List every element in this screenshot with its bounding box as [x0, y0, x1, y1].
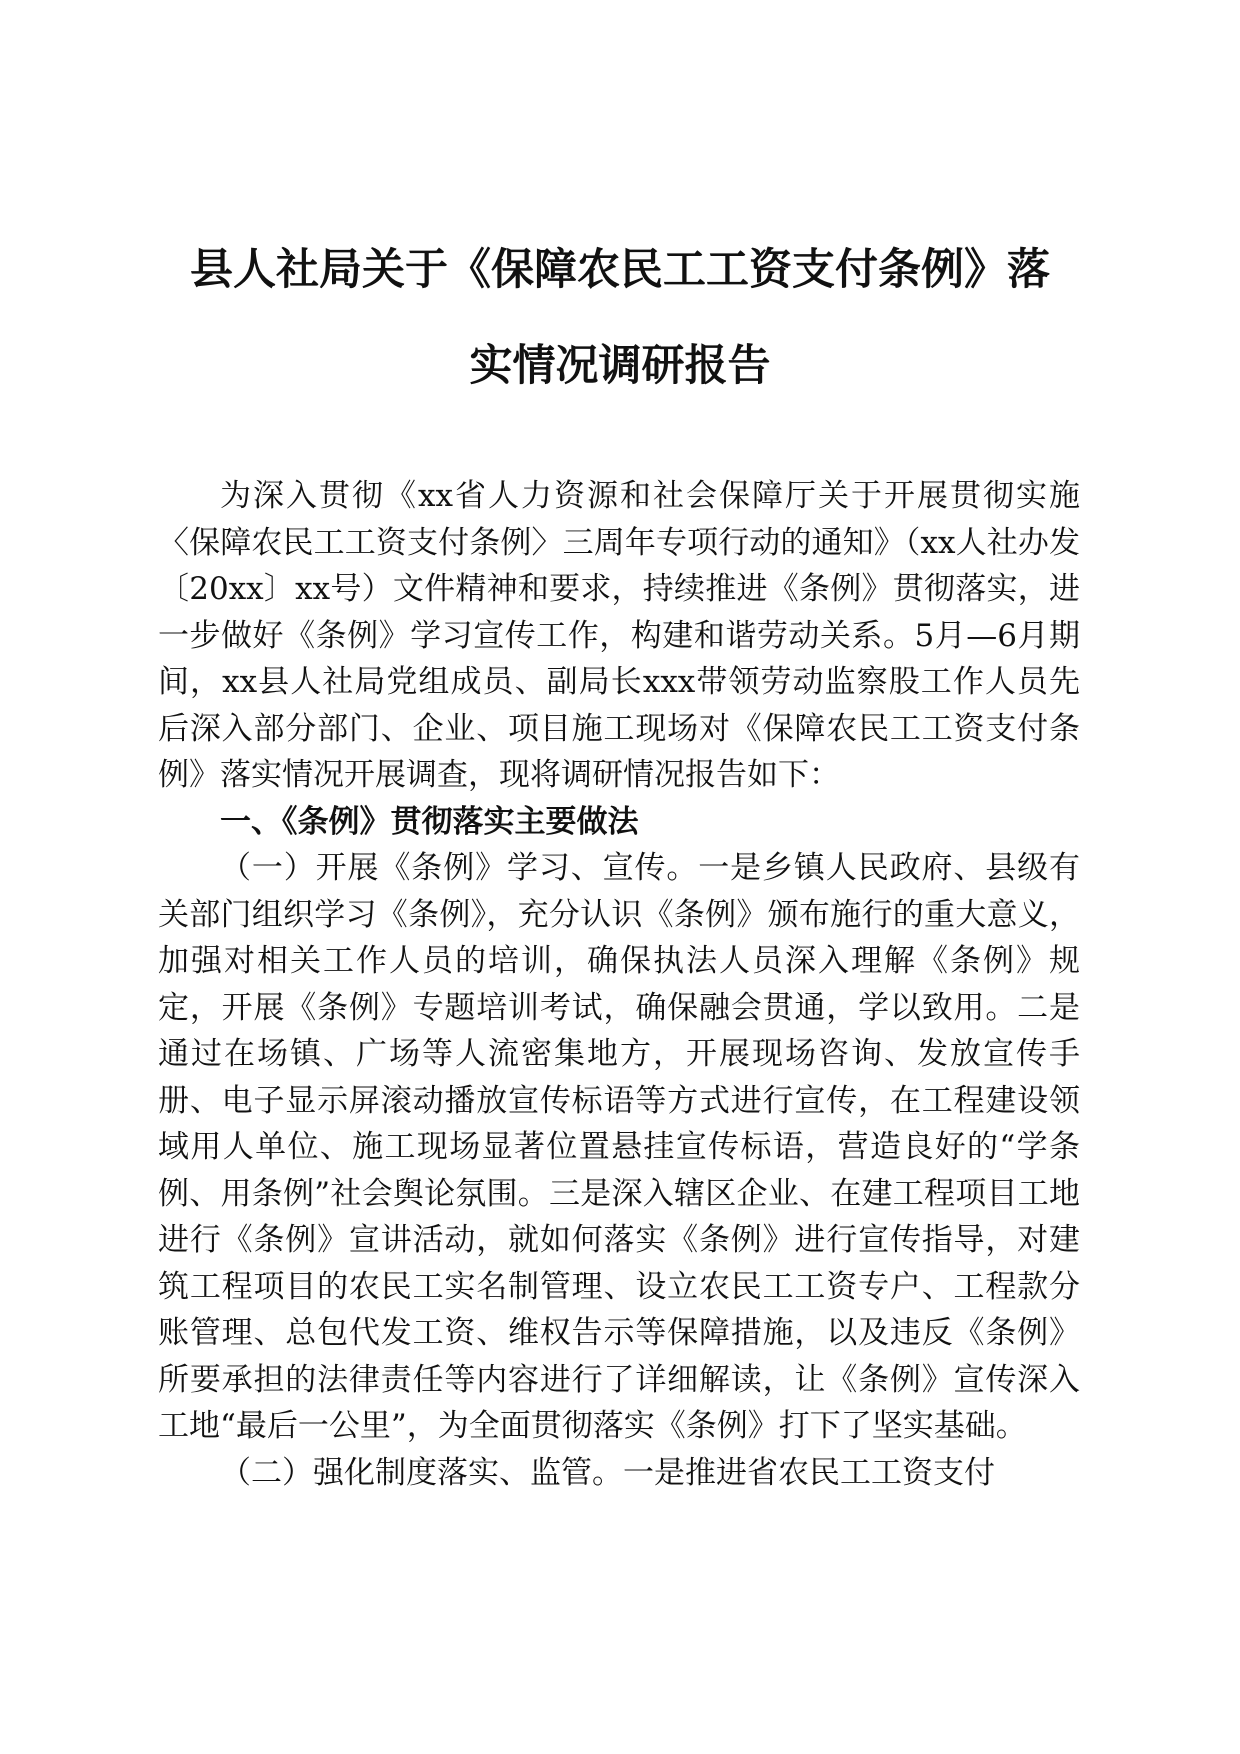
section-heading-1: 一、《条例》贯彻落实主要做法	[220, 803, 639, 840]
intro-paragraph: 为深入贯彻《xx省人力资源和社会保障厅关于开展贯彻实施〈保障农民工工资支付条例〉三周年专项行动的通知》（xx人社办发〔20xx〕xx号）文件精神和要求，持续推进《条例》贯彻落实，进一步做好《条例》学习宣传工作，构建和谐劳动关系。5月—6月期间，xx县人社局党组成员、副局长xxx带领劳动监察股工作人员先后深入部分部门、企业、项目施工现场对《保障农民工工资支付条例》落实情况开展调查，现将调研情况报告如下：	[158, 478, 1080, 793]
subsection-paragraph-2: （二）强化制度落实、监管。一是推进省农民工工资支付	[220, 1454, 995, 1491]
subsection-paragraph-1: （一）开展《条例》学习、宣传。一是乡镇人民政府、县级有关部门组织学习《条例》，充分认识《条例》颁布施行的重大意义，加强对相关工作人员的培训，确保执法人员深入理解《条例》规定，开展《条例》专题培训考试，确保融会贯通，学以致用。二是通过在场镇、广场等人流密集地方，开展现场咨询、发放宣传手册、电子显示屏滚动播放宣传标语等方式进行宣传，在工程建设领域用人单位、施工现场显著位置悬挂宣传标语，营造良好的“学条例、用条例”社会舆论氛围。三是深入辖区企业、在建工程项目工地进行《条例》宣讲活动，就如何落实《条例》进行宣传指导，对建筑工程项目的农民工实名制管理、设立农民工工资专户、工程款分账管理、总包代发工资、维权告示等保障措施，以及违反《条例》所要承担的法律责任等内容进行了详细解读，让《条例》宣传深入工地“最后一公里”，为全面贯彻落实《条例》打下了坚实基础。	[158, 850, 1080, 1444]
title-line-2: 实情况调研报告	[469, 341, 771, 391]
title-line-1: 县人社局关于《保障农民工工资支付条例》落	[190, 245, 1050, 295]
document-body	[158, 473, 1080, 1496]
document-title	[150, 222, 1090, 414]
